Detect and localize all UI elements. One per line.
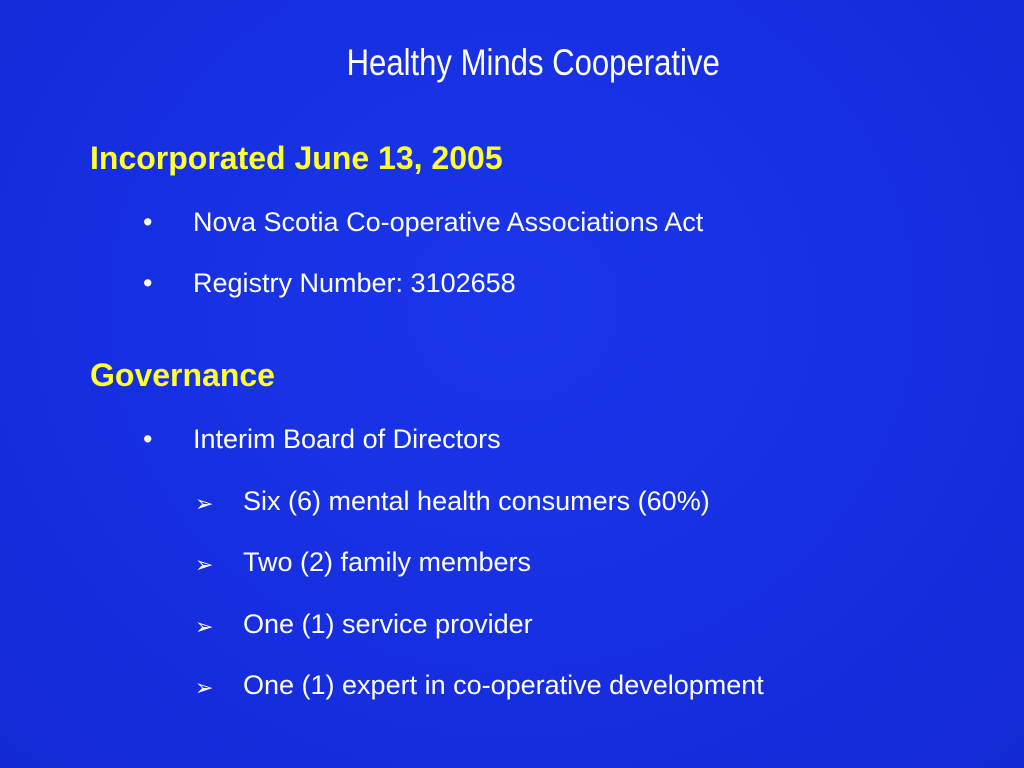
section-heading-governance: Governance (90, 357, 275, 393)
slide-title: Healthy Minds Cooperative (346, 42, 720, 83)
subbullet-text: One (1) service provider (243, 609, 533, 639)
bullet-dot-icon: • (143, 268, 153, 298)
subbullet-text: One (1) expert in co-operative development (243, 670, 764, 700)
bullet-dot-icon: • (143, 424, 153, 454)
arrow-bullet-icon: ➢ (195, 552, 214, 577)
bullet-dot-icon: • (143, 207, 153, 237)
arrow-bullet-icon: ➢ (195, 491, 214, 516)
section-heading-incorporated: Incorporated June 13, 2005 (90, 140, 503, 176)
bullet-text: Interim Board of Directors (193, 424, 501, 454)
subbullet-text: Two (2) family members (243, 547, 532, 577)
arrow-bullet-icon: ➢ (195, 614, 214, 639)
bullet-text: Nova Scotia Co-operative Associations Act (193, 207, 704, 237)
arrow-bullet-icon: ➢ (195, 675, 214, 700)
bullet-text: Registry Number: 3102658 (193, 268, 516, 298)
subbullet-text: Six (6) mental health consumers (60%) (243, 486, 710, 516)
